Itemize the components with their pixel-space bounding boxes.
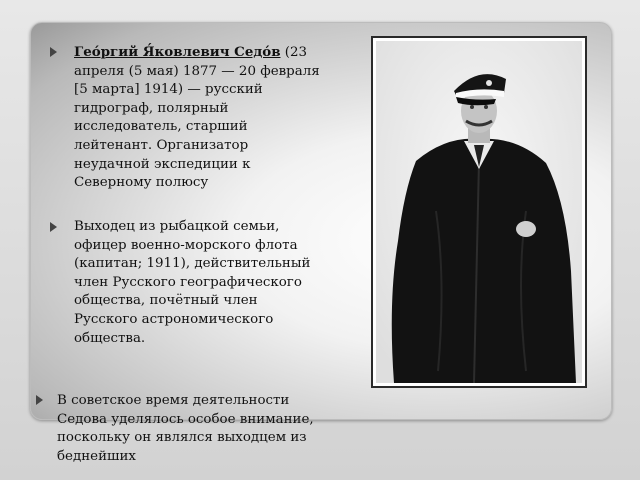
- bullet-text: Выходец из рыбацкой семьи, офицер военно-морского флота (капитан; 1911), действительный член Русского географического общества, почётный член Русского астрономического общества.: [74, 219, 311, 346]
- bullet-text: (23 апреля (5 мая) 1877 — 20 февраля [5 марта] 1914) — русский гидрограф, полярный исследователь, старший лейтенант. Организатор неудачной экспедиции к Северному полюсу: [74, 45, 320, 191]
- bullet-item-origin: [74, 218, 324, 348]
- bullet-arrow-icon: [36, 395, 43, 405]
- bullet-item-biography: [74, 43, 324, 193]
- bullet-item-soviet: [57, 392, 325, 466]
- person-name-link[interactable]: Гео́ргий Я́ковлевич Седо́в: [74, 44, 281, 60]
- bullet-arrow-icon: [50, 222, 57, 232]
- bullet-arrow-icon: [50, 47, 57, 57]
- bullet-text: В советское время деятельности Седова уделялось особое внимание, поскольку он являлся выходцем из беднейших: [57, 393, 314, 464]
